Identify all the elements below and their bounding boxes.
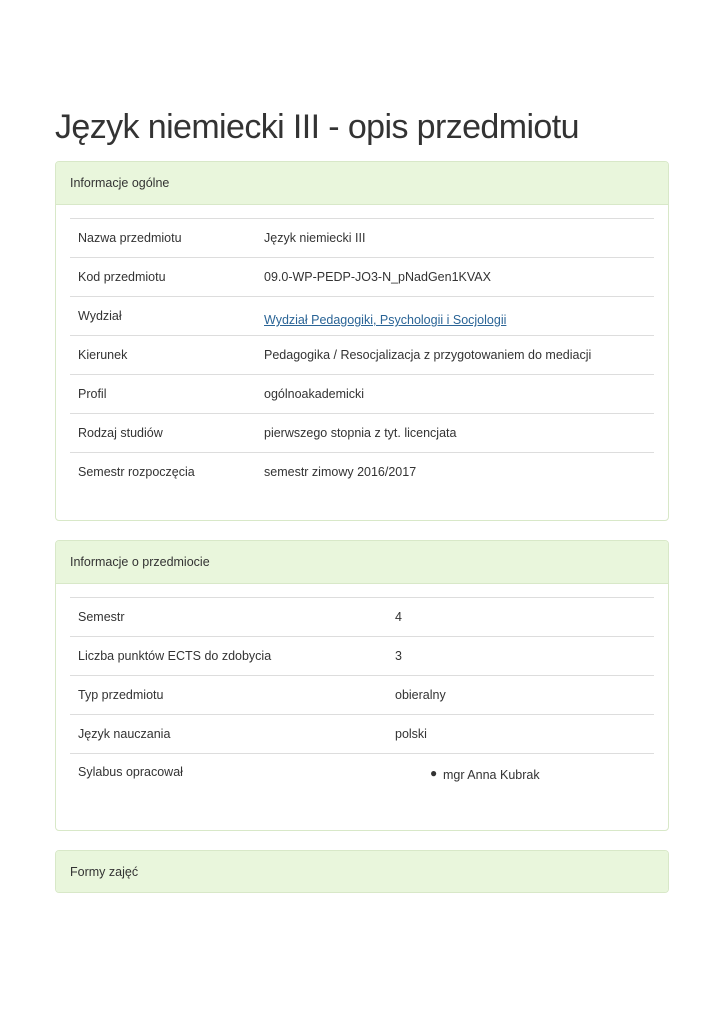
row-value: Pedagogika / Resocjalizacja z przygotowaniem do mediacji	[256, 336, 654, 375]
row-value	[387, 754, 654, 804]
bullet-icon: ●	[430, 766, 438, 780]
row-label: Semestr	[70, 598, 387, 637]
table-row	[70, 637, 654, 676]
row-label: Kierunek	[70, 336, 256, 375]
row-value: obieralny	[387, 676, 654, 715]
row-label: Profil	[70, 375, 256, 414]
course-info-panel	[55, 540, 669, 831]
row-value: pierwszego stopnia z tyt. licencjata	[256, 414, 654, 453]
table-row	[70, 414, 654, 453]
row-label: Typ przedmiotu	[70, 676, 387, 715]
row-label: Język nauczania	[70, 715, 387, 754]
row-label: Kod przedmiotu	[70, 258, 256, 297]
row-value: ogólnoakademicki	[256, 375, 654, 414]
row-value: 09.0-WP-PEDP-JO3-N_pNadGen1KVAX	[256, 258, 654, 297]
row-label: Sylabus opracował	[70, 754, 387, 804]
row-label: Semestr rozpoczęcia	[70, 453, 256, 492]
course-info-table	[70, 597, 654, 803]
general-info-panel	[55, 161, 669, 521]
row-label: Rodzaj studiów	[70, 414, 256, 453]
class-forms-panel	[55, 850, 669, 893]
table-row	[70, 715, 654, 754]
author-name: mgr Anna Kubrak	[443, 768, 540, 782]
table-row	[70, 754, 654, 804]
general-info-heading: Informacje ogólne	[56, 162, 668, 205]
row-label: Nazwa przedmiotu	[70, 219, 256, 258]
row-value: 4	[387, 598, 654, 637]
row-value	[256, 297, 654, 336]
list-item	[431, 768, 646, 782]
class-forms-heading: Formy zajęć	[56, 851, 668, 893]
row-value: semestr zimowy 2016/2017	[256, 453, 654, 492]
table-row	[70, 676, 654, 715]
row-value: Język niemiecki III	[256, 219, 654, 258]
table-row	[70, 375, 654, 414]
faculty-link[interactable]: Wydział Pedagogiki, Psychologii i Socjologii	[264, 313, 507, 327]
page-title: Język niemiecki III - opis przedmiotu	[55, 108, 579, 146]
row-value: 3	[387, 637, 654, 676]
course-info-heading: Informacje o przedmiocie	[56, 541, 668, 584]
table-row	[70, 258, 654, 297]
table-row	[70, 453, 654, 492]
row-value: polski	[387, 715, 654, 754]
row-label: Wydział	[70, 297, 256, 336]
author-list	[395, 768, 646, 782]
row-label: Liczba punktów ECTS do zdobycia	[70, 637, 387, 676]
table-row	[70, 219, 654, 258]
table-row	[70, 297, 654, 336]
table-row	[70, 598, 654, 637]
table-row	[70, 336, 654, 375]
general-info-table	[70, 218, 654, 491]
